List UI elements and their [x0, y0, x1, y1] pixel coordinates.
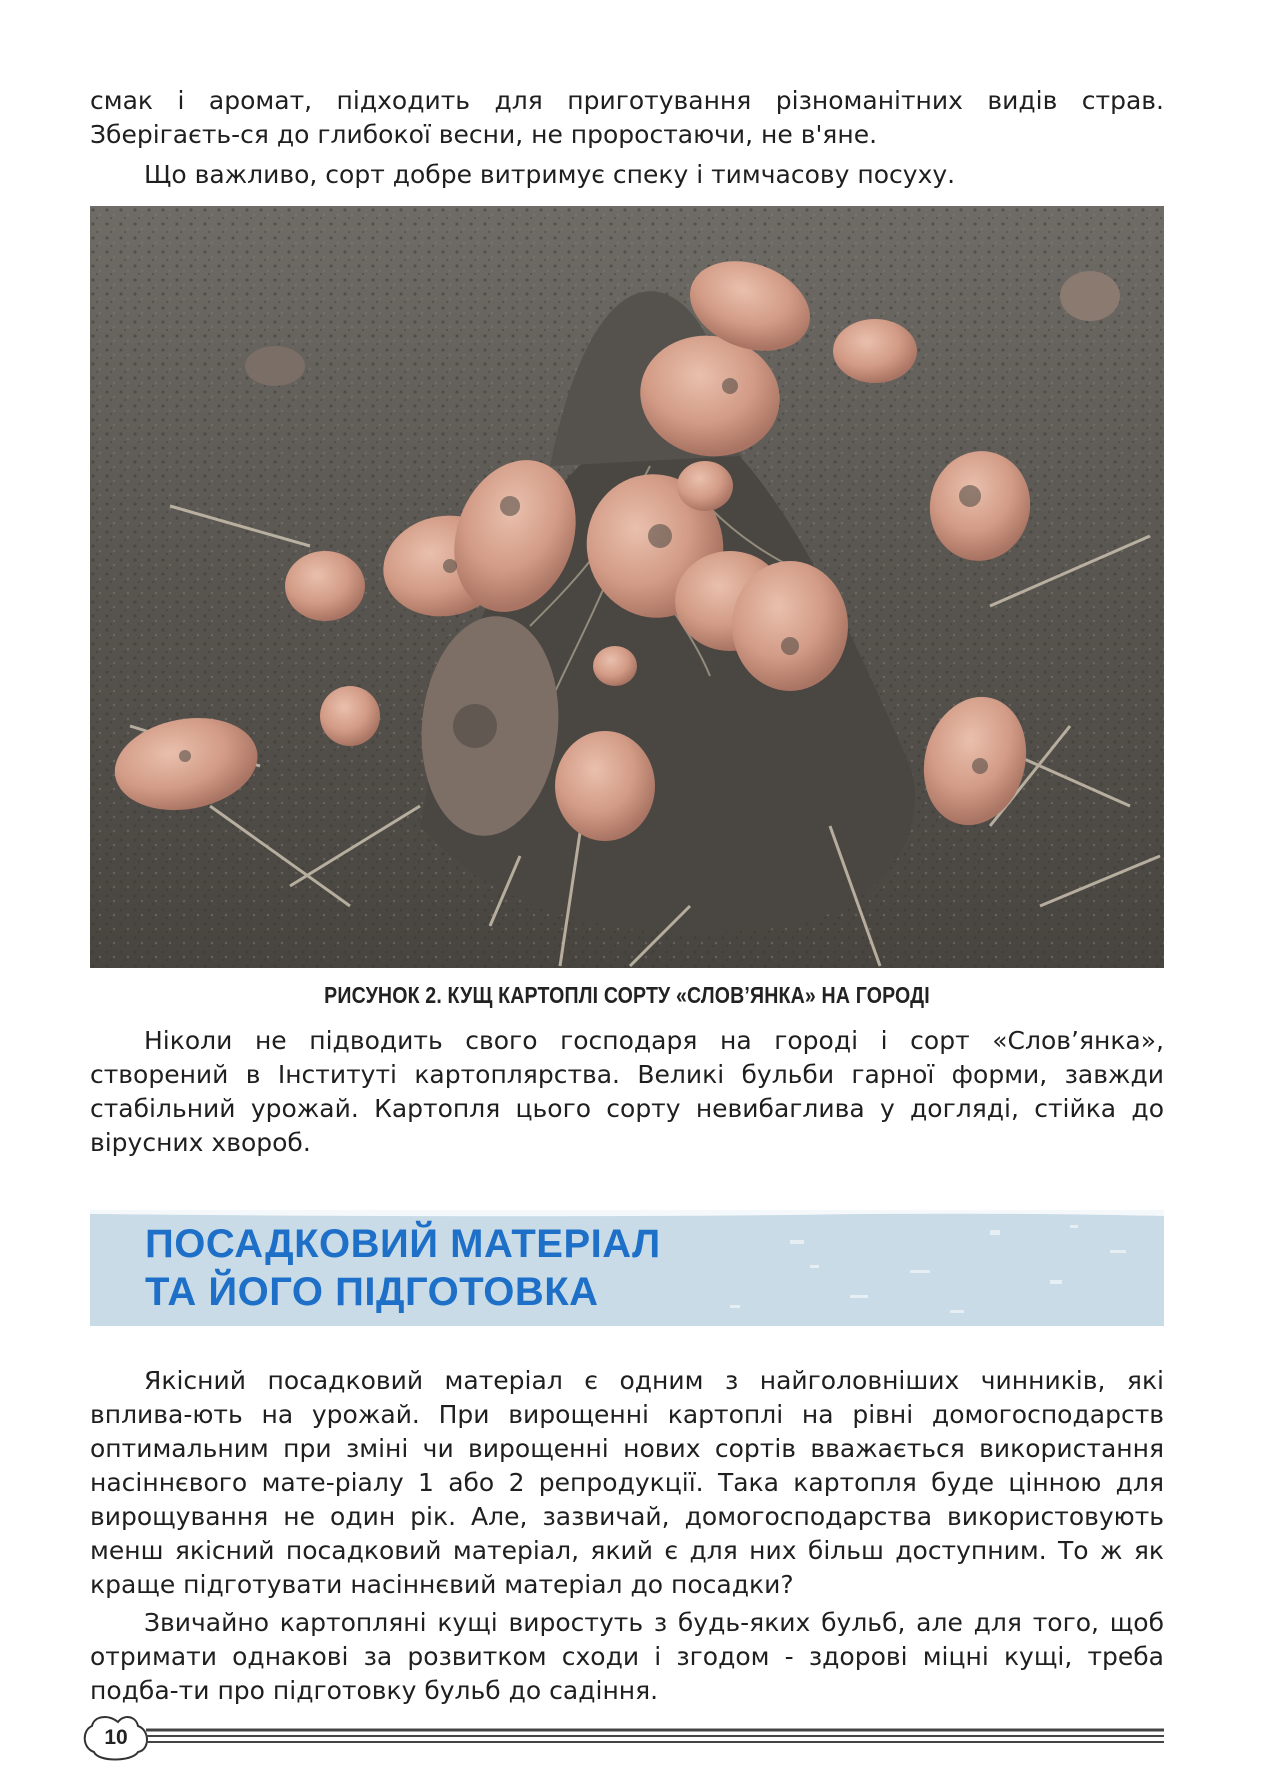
section-heading-line-2: ТА ЙОГО ПІДГОТОВКА	[145, 1270, 599, 1314]
intro-paragraph-1: смак і аромат, підходить для приготування різноманітних видів страв. Зберігаєть-ся до глибокої весни, не проростаючи, не в'яне.	[90, 86, 1164, 149]
page-number: 10	[104, 1726, 128, 1749]
figure-caption: РИСУНОК 2. КУЩ КАРТОПЛІ СОРТУ «СЛОВ’ЯНКА» НА ГОРОДІ	[324, 982, 930, 1008]
section-banner	[90, 1210, 1164, 1326]
section-heading	[145, 1220, 661, 1316]
section-paragraph-1: Якісний посадковий матеріал є одним з найголовніших чинників, які вплива-ють на урожай. При вирощенні картоплі на рівні домогосподарств оптимальним при зміні чи вирощенні нових сортів вважається використання насіннєвого мате-ріалу 1 або 2 репродукції. Така картопля буде цінною для вирощування не один рік. Але, зазвичай, домогосподарства використовують менш якісний посадковий матеріал, який є для них більш доступним. То ж як краще підготувати насіннєвий матеріал до посадки?	[90, 1366, 1164, 1599]
footer-rule	[80, 1708, 1164, 1768]
page-footer	[80, 1708, 1164, 1768]
section-heading-line-1: ПОСАДКОВИЙ МАТЕРІАЛ	[145, 1222, 661, 1266]
intro-paragraph-2: Що важливо, сорт добре витримує спеку і тимчасову посуху.	[144, 160, 956, 189]
section-paragraph-2: Звичайно картопляні кущі виростуть з будь-яких бульб, але для того, щоб отримати однакові за розвитком сходи і згодом - здорові міцні кущі, треба подба-ти про підготовку бульб до садіння.	[90, 1608, 1164, 1705]
potato-bush-photo	[90, 206, 1164, 968]
variety-paragraph: Ніколи не підводить свого господаря на городі і сорт «Слов’янка», створений в Інституті картоплярства. Великі бульби гарної форми, завжди стабільний урожай. Картопля цього сорту невибаглива у догляді, стійка до вірусних хвороб.	[90, 1026, 1164, 1157]
